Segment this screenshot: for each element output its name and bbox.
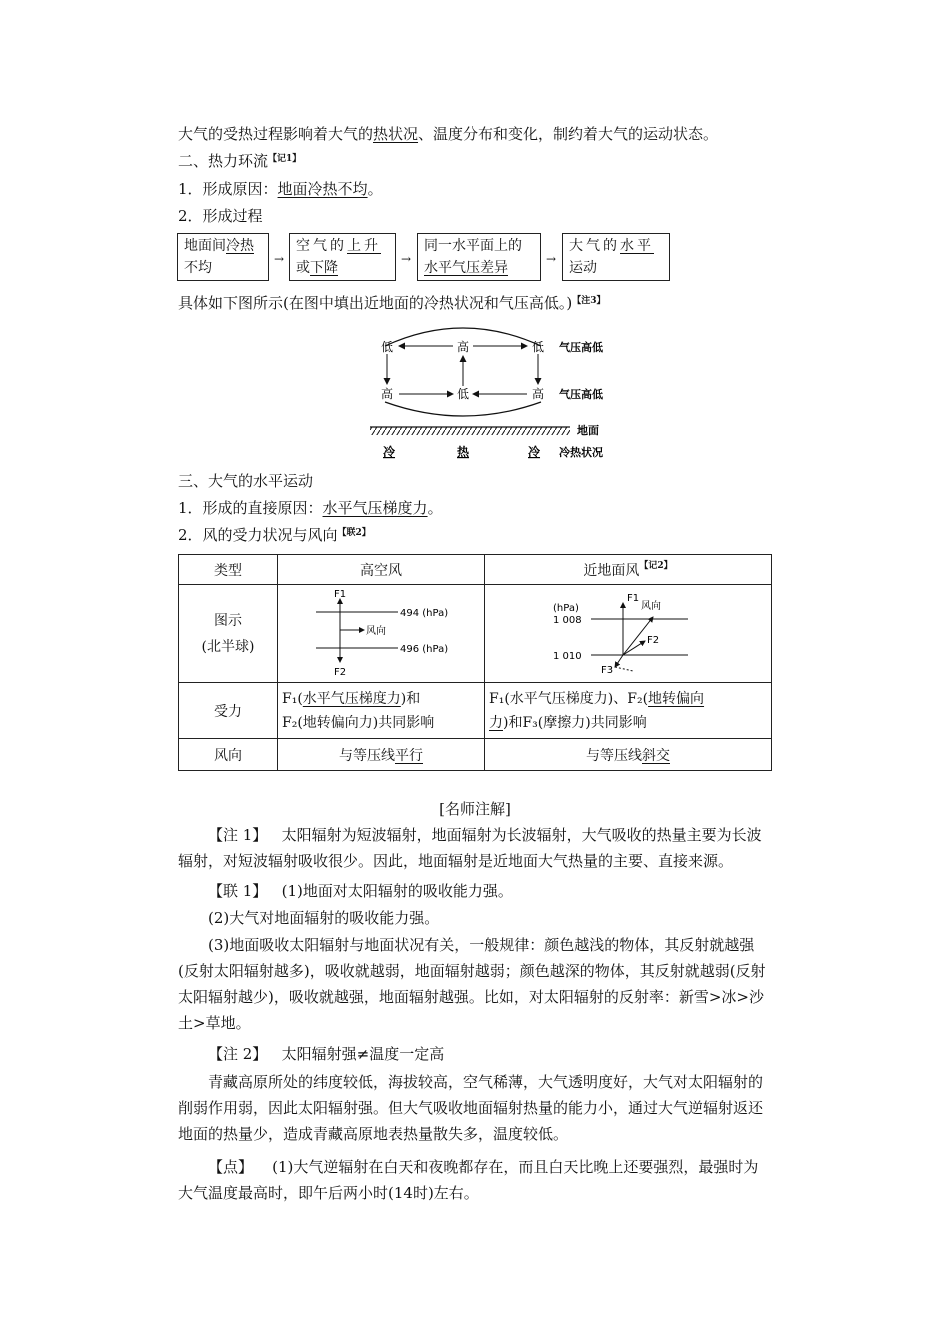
intro-pre: 大气的受热过程影响着大气的 — [178, 125, 374, 143]
cell-text: F₁(水平气压梯度力)、F₂( — [489, 690, 649, 707]
flow-box-1 — [177, 233, 269, 281]
label-pressure-top: 气压高低 — [559, 341, 603, 354]
heading-text: 二、热力环流 — [178, 152, 269, 170]
item-label: 1．形成原因： — [178, 180, 278, 198]
flow-answer: 下降 — [310, 260, 338, 276]
label-f2: F2 — [334, 666, 347, 677]
temp-cold-right: 冷 — [528, 445, 541, 459]
intro-line — [178, 124, 718, 144]
cell-text: 与等压线 — [339, 747, 395, 764]
note-tag: 【联 1】 — [208, 882, 268, 900]
cell-text: 图示 — [214, 612, 242, 629]
wind-force-table — [178, 554, 772, 771]
high-force-cell — [278, 683, 485, 739]
label-1010: 1 010 — [553, 650, 582, 662]
pressure-bot-right: 高 — [532, 387, 545, 401]
temp-hot: 热 — [457, 445, 470, 459]
note-tag: 【注 2】 — [208, 1045, 268, 1063]
note-1 — [178, 822, 772, 874]
flow-text: 运动 — [569, 260, 597, 276]
cell-answer: 力 — [489, 714, 503, 731]
intro-answer: 热状况 — [373, 125, 419, 143]
caption-text: 具体如下图所示(在图中填出近地面的冷热状况和气压高低。) — [178, 294, 573, 312]
pressure-top-right: 低 — [532, 340, 545, 354]
item-answer: 水平气压梯度力 — [322, 499, 428, 517]
header-near-wind — [485, 555, 772, 585]
annotation-mark: 【联2】 — [337, 528, 371, 538]
label-temp: 冷热状况 — [559, 446, 603, 459]
force-f3-arrow — [615, 655, 623, 667]
link-1-p2: (2)大气对地面辐射的吸收能力强。 — [208, 909, 440, 927]
flow-arrow: → — [546, 252, 557, 266]
note-2-p2: 青藏高原所处的纬度较低，海拔较高，空气稀薄，大气透明度好，大气对太阳辐射的削弱作用弱，因此太阳辐射强。但大气吸收地面辐射热量的能力小，通过大气逆辐射返还地面的热量少，造成青藏高原地表热量散失多，温度较低。 — [178, 1073, 764, 1143]
near-force-cell — [485, 683, 772, 739]
pressure-bot-left: 高 — [381, 387, 394, 401]
header-type: 类型 — [179, 555, 278, 585]
label-unit: (hPa) — [553, 602, 579, 614]
near-wind-diagram-cell — [485, 585, 772, 683]
note-2 — [178, 1041, 772, 1067]
label-f1: F1 — [627, 592, 640, 604]
table-row — [179, 585, 772, 683]
resultant-dashed — [615, 667, 633, 671]
section2-item1 — [178, 179, 383, 199]
cell-answer: 水平气压梯度力 — [302, 690, 401, 707]
direction-label-cell: 风向 — [179, 739, 278, 771]
table-row — [179, 739, 772, 771]
cell-text: (北半球) — [201, 638, 255, 655]
note-text: (1)大气逆辐射在白天和夜晚都存在，而且白天比晚上还要强烈，最强时为大气温度最高时，即午后两小时(14时)左右。 — [178, 1158, 759, 1202]
section3-item2 — [178, 525, 371, 545]
label-f2: F2 — [647, 634, 660, 646]
formation-flow — [177, 233, 672, 283]
cell-text: 与等压线 — [586, 747, 642, 764]
flow-text: 同一水平面上的 — [424, 238, 522, 254]
label-1008: 1 008 — [553, 614, 582, 626]
label-wind: 风向 — [641, 600, 661, 612]
flow-arrow: → — [401, 252, 412, 266]
item-post: 。 — [427, 499, 443, 517]
force-f2-arrow — [623, 641, 645, 655]
pressure-top-left: 低 — [381, 340, 394, 354]
note-tag: 【点】 — [208, 1158, 254, 1176]
link-1-p3: (3)地面吸收太阳辐射与地面状况有关，一般规律：颜色越浅的物体，其反射就越强(反射太阳辐射越多)，吸收就越弱，地面辐射越弱；颜色越深的物体，其反射就越弱(反射太阳辐射越少)，吸收就越强，地面辐射越强。比如，对太阳辐射的反射率：新雪>冰>沙土>草地。 — [178, 936, 766, 1032]
pressure-top-mid: 高 — [457, 340, 470, 354]
near-wind-diagram — [553, 587, 703, 677]
header-high-wind: 高空风 — [278, 555, 485, 585]
item-label: 2．风的受力状况与风向 — [178, 526, 338, 544]
note-text: (1)地面对太阳辐射的吸收能力强。 — [281, 882, 513, 900]
temp-cold-left: 冷 — [383, 445, 396, 459]
flow-text: 不均 — [184, 260, 212, 276]
intro-post: 、温度分布和变化，制约着大气的运动状态。 — [418, 125, 719, 143]
note-text: 太阳辐射强≠温度一定高 — [281, 1045, 445, 1063]
label-wind: 风向 — [366, 625, 386, 637]
annotation-mark: 【注3】 — [572, 296, 606, 306]
note-tag: 【注 1】 — [208, 826, 268, 844]
thermal-circulation-diagram — [365, 318, 625, 463]
label-ground: 地面 — [577, 424, 599, 437]
flow-text: 空气的 — [296, 238, 347, 254]
diagram-label-cell — [179, 585, 278, 683]
high-wind-diagram — [306, 587, 456, 677]
point-note — [178, 1154, 772, 1206]
cell-text: )和F₃(摩擦力)共同影响 — [503, 714, 647, 731]
label-f1: F1 — [334, 588, 347, 600]
flow-answer: 水平 — [620, 238, 654, 254]
link-1 — [178, 878, 772, 904]
flow-arrow: → — [274, 252, 285, 266]
flow-box-4 — [562, 233, 670, 281]
annotation-mark: 【记1】 — [268, 154, 302, 164]
flow-box-3 — [417, 233, 541, 281]
flow-answer: 水平气压差异 — [424, 260, 508, 276]
label-494: 494 (hPa) — [400, 607, 449, 619]
section2-item2: 2．形成过程 — [178, 207, 263, 225]
header-text: 近地面风 — [583, 562, 640, 579]
notes-title: [名师注解] — [439, 800, 511, 818]
label-pressure-bot: 气压高低 — [559, 388, 603, 401]
item-answer: 地面冷热不均 — [277, 180, 368, 198]
flow-box-2 — [289, 233, 396, 281]
cell-text: F₁( — [282, 690, 303, 707]
flow-answer: 上升 — [347, 238, 381, 254]
item-label: 1．形成的直接原因： — [178, 499, 323, 517]
table-row — [179, 683, 772, 739]
flow-answer: 冷热 — [226, 238, 254, 254]
lower-arc — [385, 402, 541, 416]
note-text: 太阳辐射为短波辐射，地面辐射为长波辐射，大气吸收的热量主要为长波辐射，对短波辐射吸收很少。因此，地面辐射是近地面大气热量的主要、直接来源。 — [178, 826, 762, 870]
diagram-caption — [178, 293, 605, 313]
flow-text: 或 — [296, 260, 310, 276]
near-direction-cell — [485, 739, 772, 771]
section2-heading — [178, 151, 301, 171]
label-496: 496 (hPa) — [400, 643, 449, 655]
annotation-mark: 【记2】 — [639, 560, 673, 571]
section3-heading: 三、大气的水平运动 — [178, 472, 314, 490]
pressure-bot-mid: 低 — [457, 387, 470, 401]
high-direction-cell — [278, 739, 485, 771]
ground-hatch — [370, 427, 570, 435]
flow-text: 地面间 — [184, 238, 226, 254]
cell-answer: 平行 — [395, 747, 423, 764]
cell-text: )和 — [400, 690, 421, 707]
force-label-cell: 受力 — [179, 683, 278, 739]
high-wind-diagram-cell — [278, 585, 485, 683]
section3-item1 — [178, 498, 443, 518]
cell-answer: 斜交 — [642, 747, 670, 764]
cell-answer: 地转偏向 — [648, 690, 705, 707]
table-row — [179, 555, 772, 585]
flow-text: 大气的 — [569, 238, 620, 254]
label-f3: F3 — [601, 664, 614, 676]
cell-text: F₂(地转偏向力)共同影响 — [282, 714, 435, 731]
item-post: 。 — [367, 180, 383, 198]
